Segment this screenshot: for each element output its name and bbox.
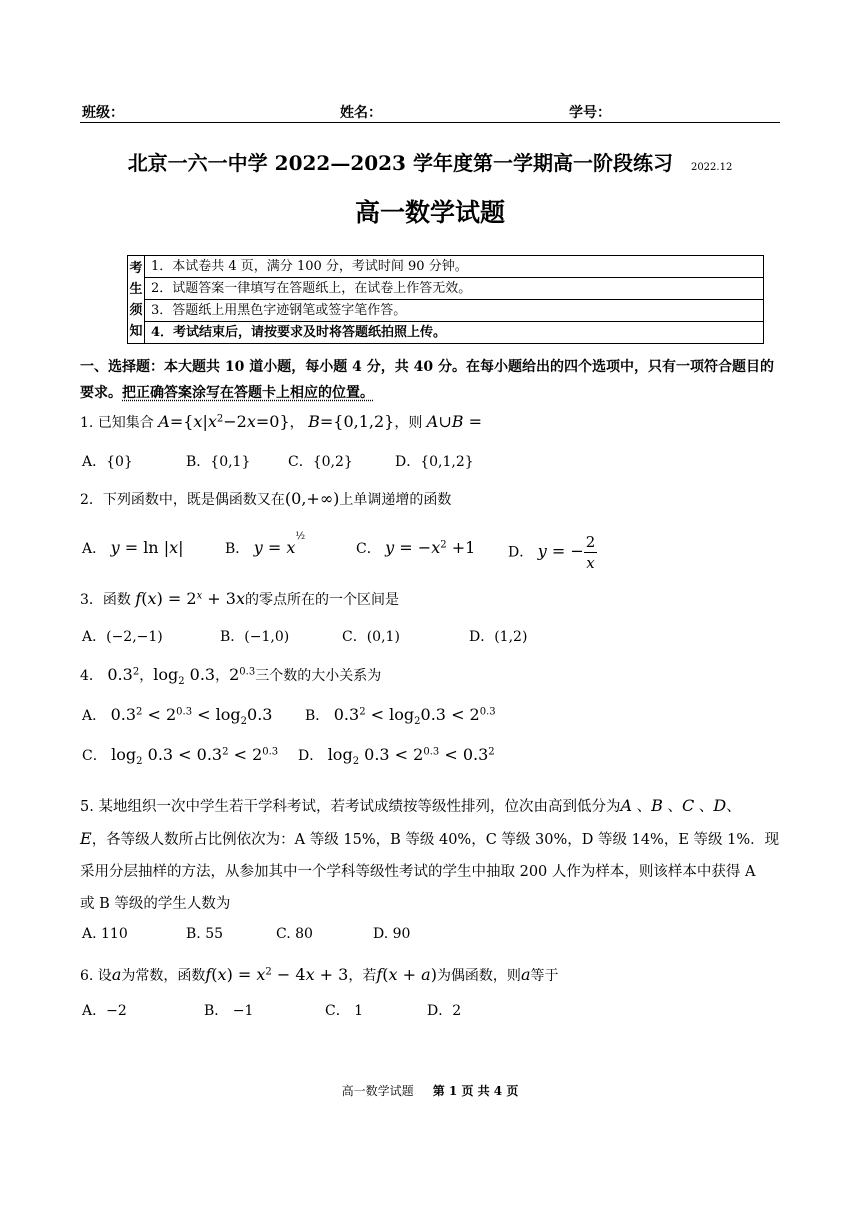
exam-title — [0, 147, 860, 176]
q3-options — [80, 626, 780, 646]
q1-option-a: A．{0} — [82, 454, 133, 470]
question-3: 3．函数 $f(x) = 2^x + 3x$的零点所在的一个区间是 — [80, 589, 400, 608]
q6-option-a: A．−2 — [82, 1003, 127, 1019]
q4-option-d: D． $\log_2 0.3 < 2^{0.3} < 0.3^2$ — [298, 745, 495, 767]
section-instructions — [80, 354, 780, 406]
q5-line: E，各等级人数所占比例依次为：A 等级 15%，B 等级 40%，C 等级 30%，D 等级 14%，E 等级 1%．现 — [80, 829, 780, 848]
union-expression: A — [426, 412, 439, 431]
q3-text-end: 的零点所在的一个区间是 — [245, 592, 400, 608]
q1-options — [80, 451, 780, 471]
q5-line-4: 或 B 等级的学生人数为 — [80, 896, 231, 912]
q6-text-d: 为偶函数，则 — [436, 968, 521, 984]
q2-option-d: D． y = − $\frac{2}{x}$ — [508, 533, 596, 572]
q3-option-c: C．(0,1) — [342, 629, 400, 645]
notice-item: 1．本试卷共 4 页，满分 100 分，考试时间 90 分钟。 — [145, 256, 764, 278]
q1-number: 1. — [80, 415, 94, 431]
q3-text: 3．函数 — [80, 592, 131, 608]
q2-text: 2．下列函数中，既是偶函数又在 — [80, 492, 285, 508]
q5-line-3: 采用分层抽样的方法，从参加其中一个学科等级性考试的学生中抽取 200 人作为样本，则该样本中获得 A — [80, 864, 756, 880]
q4-option-a: A． $0.3^2 < 2^{0.3} < \log_20.3$ — [82, 705, 273, 727]
q3-option-a: A．(−2,−1) — [82, 629, 163, 645]
notice-side-char: 须 — [129, 302, 143, 318]
exam-title-text: 北京一六一中学 2022—2023 学年度第一学期高一阶段练习 — [127, 151, 673, 175]
q5-option-b: B. 55 — [186, 926, 224, 942]
q3-option-d: D．(1,2) — [469, 629, 528, 645]
notice-side-char: 知 — [129, 323, 143, 339]
question-4: 4． $0.3^2$，$\log_2 0.3$，$2^{0.3}$三个数的大小关系为 — [80, 665, 382, 687]
question-5 — [80, 790, 780, 920]
q6-text-c: ，若 — [348, 968, 377, 984]
class-label: 班级： — [82, 105, 124, 121]
page-footer — [0, 1082, 860, 1099]
q5-options — [80, 926, 780, 946]
q2-option-a: A． y = ln |x| — [82, 538, 184, 557]
q3-option-b: B．(−1,0) — [220, 629, 290, 645]
q6-text-a: 6. 设 — [80, 968, 112, 984]
question-2 — [80, 489, 451, 509]
q4-option-b: B． $0.3^2 < \log_20.3 < 2^{0.3}$ — [305, 705, 496, 727]
q2-interval: (0,+∞) — [284, 489, 340, 508]
q2-option-c: C． $y = -x^2 +1$ — [356, 538, 476, 557]
student-id-label: 学号： — [569, 105, 611, 121]
subject-title: 高一数学试题 — [354, 198, 505, 227]
q4-number: 4． — [80, 668, 103, 684]
q4-text-end: 三个数的大小关系为 — [255, 668, 382, 684]
q5-line-1: 5. 某地组织一次中学生若干学科考试，若考试成绩按等级性排列，位次由高到低分为 — [80, 799, 621, 815]
q4-option-c: C． $\log_2 0.3 < 0.3^2 < 2^{0.3}$ — [82, 745, 279, 767]
header-rule — [80, 122, 780, 123]
q1-then: ，则 — [394, 415, 423, 431]
notice-item: 4．考试结束后，请按要求及时将答题纸拍照上传。 — [145, 322, 764, 344]
q5-option-c: C. 80 — [276, 926, 313, 942]
set-b-expression: B — [308, 412, 320, 431]
q4-options-row2 — [80, 745, 780, 769]
q6-option-c: C． 1 — [325, 1003, 364, 1019]
q4-options-row1 — [80, 705, 780, 729]
q1-lead: 已知集合 — [97, 415, 154, 431]
q5-option-d: D. 90 — [373, 926, 411, 942]
q2-options — [80, 532, 780, 572]
q1-option-c: C．{0,2} — [288, 454, 353, 470]
q1-sep: ， — [289, 415, 304, 431]
exam-notice-table — [127, 255, 764, 344]
q2-option-b: B． $y = x^{\frac{1}{2}}$ — [225, 531, 306, 557]
q5-option-a: A. 110 — [82, 926, 128, 942]
q6-text-e: 等于 — [530, 968, 559, 984]
q1-option-d: D．{0,1,2} — [395, 454, 474, 470]
set-a-expression: A — [158, 412, 170, 431]
footer-page-number: 第 1 页 共 4 页 — [432, 1084, 519, 1098]
section-text: 一、选择题：本大题共 10 道小题，每小题 4 分，共 40 分。在每小题给出的四个选项中，只有一项符合题目的要求。 — [80, 359, 774, 401]
q6-option-b: B． −1 — [204, 1003, 254, 1019]
notice-side-label — [128, 256, 145, 344]
q1-option-b: B．{0,1} — [186, 454, 251, 470]
footer-subject: 高一数学试题 — [341, 1084, 414, 1098]
notice-side-char: 生 — [129, 281, 143, 297]
question-6: 6. 设a为常数，函数$f(x) = x^2 - 4x + 3$，若f(x + a)为偶函数，则a等于 — [80, 965, 559, 984]
question-1: 1. 已知集合 $A=\{x|x^2-2x=0\}$， B={0,1,2}，则 A∪B = — [80, 412, 483, 431]
q5-line-2: ，各等级人数所占比例依次为：A 等级 15%，B 等级 40%，C 等级 30%，D 等级 14%，E 等级 1%．现 — [91, 832, 780, 848]
notice-side-char: 考 — [129, 260, 143, 276]
name-label: 姓名： — [340, 105, 382, 121]
q3-function: f — [135, 589, 142, 608]
q5-line: 5. 某地组织一次中学生若干学科考试，若考试成绩按等级性排列，位次由高到低分为A 、B 、C 、D、 — [80, 796, 741, 815]
q6-options — [80, 1000, 780, 1020]
section-emphasis: 把正确答案涂写在答题卡上相应的位置。 — [122, 385, 374, 401]
q2-text-end: 上单调递增的函数 — [339, 492, 452, 508]
notice-item: 2．试题答案一律填写在答题纸上，在试卷上作答无效。 — [145, 278, 764, 300]
q6-text-b: 为常数，函数 — [121, 968, 206, 984]
notice-item: 3．答题纸上用黑色字迹钢笔或签字笔作答。 — [145, 300, 764, 322]
q6-option-d: D．2 — [427, 1003, 462, 1019]
exam-date: 2022.12 — [690, 162, 733, 173]
